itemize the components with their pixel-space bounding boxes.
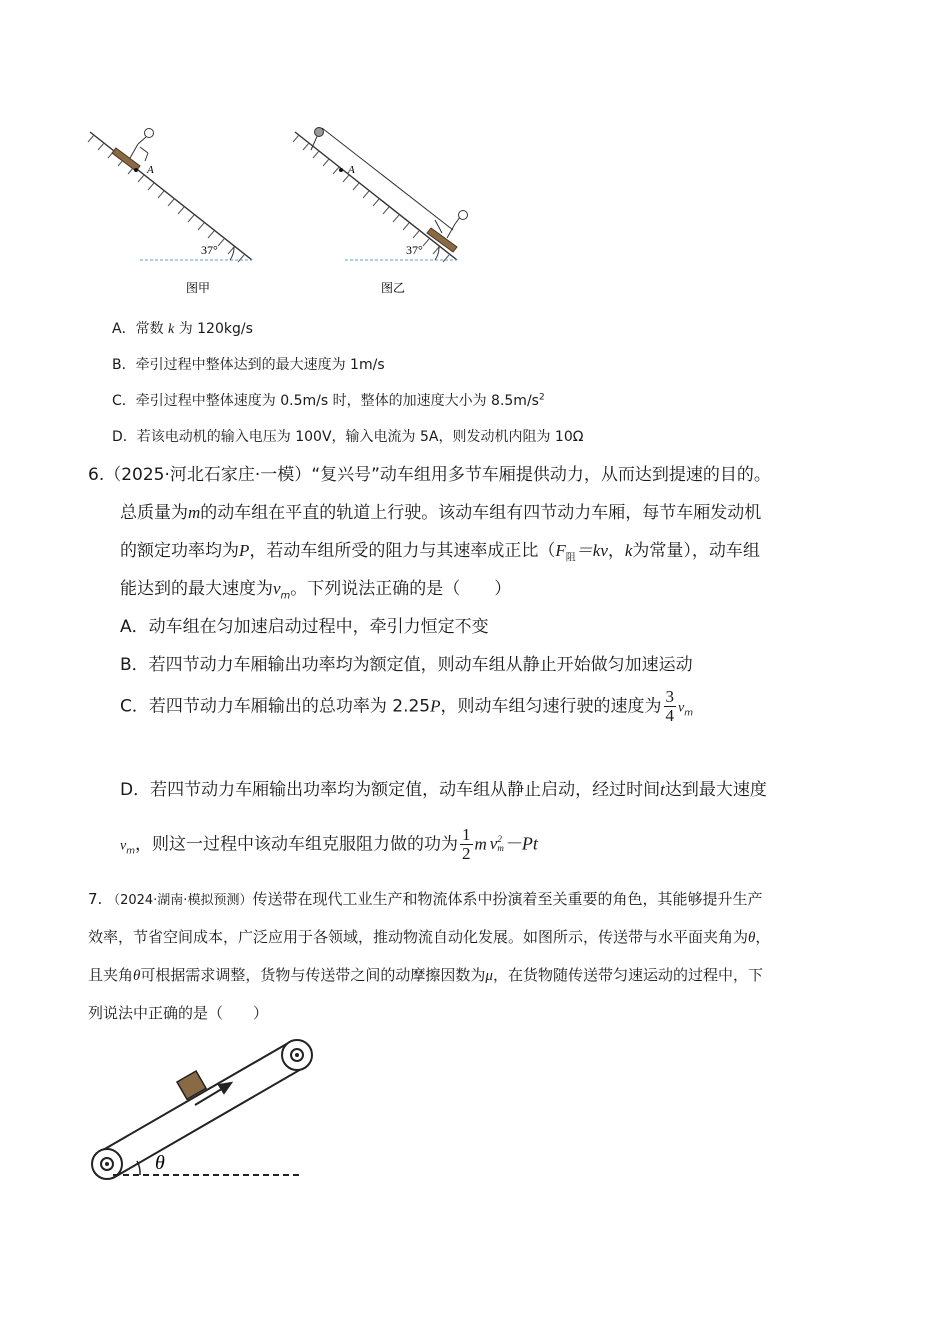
q6-line-2: 总质量为m的动车组在平直的轨道上行驶。该动车组有四节动力车厢，每节车厢发动机 xyxy=(120,503,762,523)
top-roller xyxy=(282,1040,312,1070)
q6-line-3: 的额定功率均为P，若动车组所受的阻力与其速率成正比（$F_阻=kv$，k为常量），动车组 xyxy=(120,541,760,564)
q6-option-a[interactable]: A．动车组在匀加速启动过程中，牵引力恒定不变 xyxy=(120,617,489,637)
q7-line-1: 7. （2024·湖南·模拟预测）传送带在现代工业生产和物流体系中扮演着至关重要的角色，其能够提升生产 xyxy=(88,890,763,908)
pulley-and-rope-yi xyxy=(311,128,453,231)
q7-source: （2024·湖南·模拟预测） xyxy=(107,893,253,908)
q6-source: （2025·河北石家庄·一模） xyxy=(104,465,312,485)
figure-conveyor-belt xyxy=(85,1030,315,1190)
q6-option-d-line-1[interactable]: D．若四节动力车厢输出功率均为额定值，动车组从静止启动，经过时间t达到最大速度 xyxy=(120,780,767,800)
q6-option-b[interactable]: B．若四节动力车厢输出功率均为额定值，则动车组从静止开始做匀加速运动 xyxy=(120,655,693,675)
q7-line-3: 且夹角θ可根据需求调整，货物与传送带之间的动摩擦因数为μ，在货物随传送带匀速运动的过程中，下 xyxy=(88,966,763,984)
angle-theta-label: θ xyxy=(155,1152,165,1174)
q5-option-d[interactable]: D．若该电动机的输入电压为 100V，输入电流为 5A，则发动机内阻为 10Ω xyxy=(112,429,584,445)
q7-line-2: 效率，节省空间成本，广泛应用于各领域，推动物流自动化发展。如图所示，传送带与水平面夹角为θ， xyxy=(88,928,771,946)
figure-caption-jia: 图甲 xyxy=(186,281,211,295)
q6-line-4: 能达到的最大速度为$v_m$。下列说法正确的是（ ） xyxy=(120,579,512,602)
figure-yi xyxy=(285,120,475,300)
point-a-yi xyxy=(339,168,343,172)
fraction-one-half: $\frac{1}{2}$ xyxy=(462,825,471,863)
q5-option-c[interactable]: C．牵引过程中整体速度为 0.5m/s 时，整体的加速度大小为 $8.5m/s^2$ xyxy=(112,392,545,409)
point-a-label-jia: A xyxy=(147,164,154,176)
q7-number: 7. xyxy=(88,890,103,908)
q7-line-4: 列说法中正确的是（ ） xyxy=(88,1004,269,1022)
q6-option-d-line-2: $v_m$，则这一过程中该动车组克服阻力做的功为 $\frac{1}{2}$ m v 2 m －Pt xyxy=(120,825,538,863)
conveyor-belt xyxy=(103,1042,303,1178)
q6-number: 6. xyxy=(88,465,105,485)
figure-caption-yi: 图乙 xyxy=(381,281,406,295)
angle-label-jia: 37° xyxy=(201,243,218,257)
q6-option-c[interactable]: C．若四节动力车厢输出的总功率为 2.25P，则动车组匀速行驶的速度为 $\frac{3}{4}$ $v_m$ xyxy=(120,687,694,725)
q5-option-b[interactable]: B．牵引过程中整体达到的最大速度为 1m/s xyxy=(112,357,385,373)
q5-option-a[interactable]: A．常数 k 为 120kg/s xyxy=(112,321,253,337)
figure-jia xyxy=(80,120,270,300)
sled-with-person-yi xyxy=(427,211,468,253)
incline-hatching-jia xyxy=(88,135,244,262)
cargo-box xyxy=(177,1071,206,1099)
point-a-jia xyxy=(134,168,138,172)
incline-hatching-yi xyxy=(293,135,449,262)
angle-label-yi: 37° xyxy=(406,243,423,257)
q6-line-1: 6.（2025·河北石家庄·一模）“复兴号”动车组用多节车厢提供动力，从而达到提速的目的。 xyxy=(88,465,771,485)
point-a-label-yi: A xyxy=(348,164,355,176)
fraction-three-quarters: $\frac{3}{4}$ xyxy=(665,687,675,725)
